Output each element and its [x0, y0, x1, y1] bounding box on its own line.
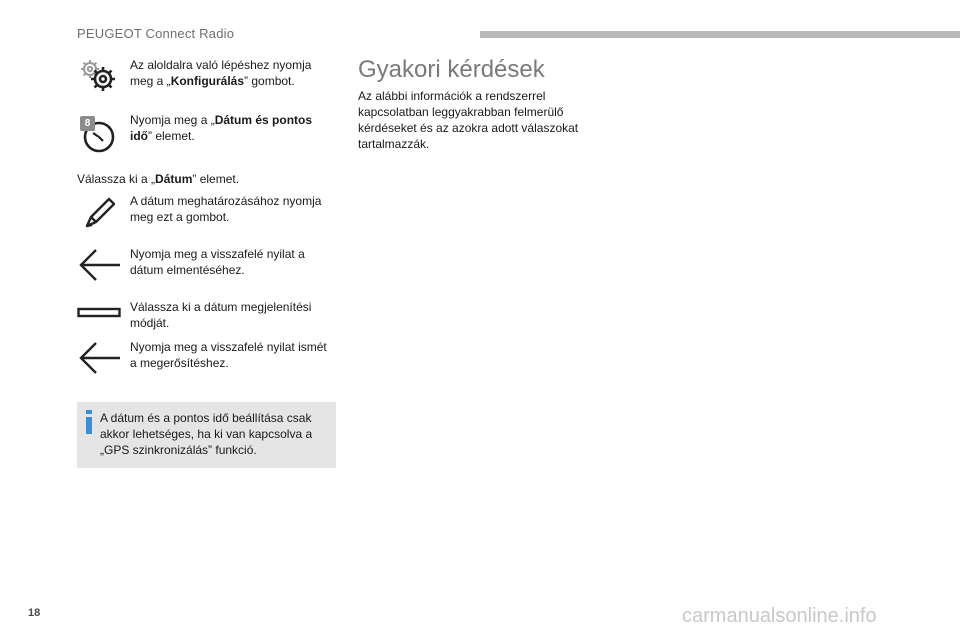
pencil-icon — [83, 196, 117, 230]
back-arrow-icon — [77, 247, 123, 283]
step-format-text: Válassza ki a dátum megjelenítési módját. — [130, 300, 312, 330]
faq-text: Az alábbi információk a rendszerrel kapcsolatban leggyakrabban felmerülő kérdéseket és az azokra adott válaszokat tartalmazzák. — [358, 89, 579, 151]
step-back-save-text: Nyomja meg a visszafelé nyilat a dátum elmentéséhez. — [130, 247, 305, 277]
info-text: A dátum és a pontos idő beállítása csak akkor lehetséges, ha ki van kapcsolva a „GPS szinkronizálás” funkció. — [100, 411, 313, 457]
format-bar-icon — [77, 307, 121, 319]
step-configuration-text: Az aloldalra való lépéshez nyomja meg a „Konfigurálás” gombot. — [130, 58, 312, 88]
header-bar — [480, 31, 960, 38]
badge-8: 8 — [80, 116, 95, 131]
select-date-text: Válassza ki a „Dátum” elemet. — [77, 172, 240, 186]
step-pencil-text: A dátum meghatározásához nyomja meg ezt a gombot. — [130, 194, 322, 224]
info-box — [77, 402, 336, 468]
faq-title: Gyakori kérdések — [358, 56, 545, 83]
settings-gears-icon — [77, 56, 121, 96]
watermark: carmanualsonline.info — [682, 605, 877, 627]
step-back-confirm-text: Nyomja meg a visszafelé nyilat ismét a megerősítéshez. — [130, 340, 327, 370]
back-arrow-icon — [77, 340, 123, 376]
info-icon — [84, 410, 94, 434]
header-title: PEUGEOT Connect Radio — [77, 26, 235, 41]
step-date-time-text: Nyomja meg a „Dátum és pontos idő” elemet. — [130, 113, 313, 143]
page-number: 18 — [28, 607, 41, 619]
